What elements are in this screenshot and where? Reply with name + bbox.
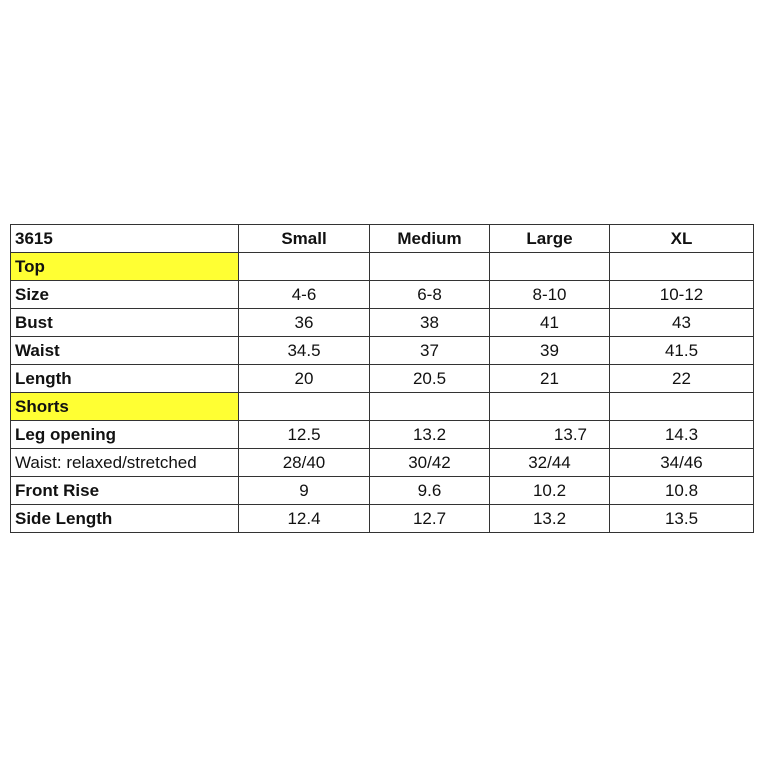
header-row [11, 225, 754, 253]
cell-value: 41 [490, 309, 610, 337]
cell-value: 43 [610, 309, 754, 337]
cell-value: 4-6 [239, 281, 370, 309]
cell-value: 9.6 [370, 477, 490, 505]
empty-cell [490, 393, 610, 421]
cell-value: 36 [239, 309, 370, 337]
empty-cell [610, 393, 754, 421]
cell-value: 13.2 [370, 421, 490, 449]
table-row [11, 365, 754, 393]
size-header-xl: XL [610, 225, 754, 253]
size-header-large: Large [490, 225, 610, 253]
cell-value: 22 [610, 365, 754, 393]
section-title-shorts: Shorts [11, 393, 239, 421]
cell-value: 8-10 [490, 281, 610, 309]
table-row [11, 421, 754, 449]
cell-value: 37 [370, 337, 490, 365]
empty-cell [490, 253, 610, 281]
section-row-top [11, 253, 754, 281]
cell-value: 10.8 [610, 477, 754, 505]
row-label: Waist [11, 337, 239, 365]
cell-value: 20.5 [370, 365, 490, 393]
row-label: Waist: relaxed/stretched [11, 449, 239, 477]
cell-value: 13.2 [490, 505, 610, 533]
section-title-top: Top [11, 253, 239, 281]
cell-value: 14.3 [610, 421, 754, 449]
table-row [11, 281, 754, 309]
style-code: 3615 [11, 225, 239, 253]
cell-value: 12.5 [239, 421, 370, 449]
row-label: Front Rise [11, 477, 239, 505]
row-label: Side Length [11, 505, 239, 533]
empty-cell [370, 253, 490, 281]
cell-value: 10-12 [610, 281, 754, 309]
row-label: Leg opening [11, 421, 239, 449]
size-chart-table [10, 224, 754, 533]
cell-value: 12.4 [239, 505, 370, 533]
cell-value: 20 [239, 365, 370, 393]
cell-value: 6-8 [370, 281, 490, 309]
row-label: Bust [11, 309, 239, 337]
table-row [11, 505, 754, 533]
size-header-medium: Medium [370, 225, 490, 253]
cell-value: 38 [370, 309, 490, 337]
cell-value: 10.2 [490, 477, 610, 505]
empty-cell [610, 253, 754, 281]
cell-value: 30/42 [370, 449, 490, 477]
empty-cell [239, 253, 370, 281]
cell-value: 28/40 [239, 449, 370, 477]
cell-value: 32/44 [490, 449, 610, 477]
empty-cell [370, 393, 490, 421]
cell-value: 39 [490, 337, 610, 365]
cell-value: 13.5 [610, 505, 754, 533]
cell-value: 34.5 [239, 337, 370, 365]
cell-value: 34/46 [610, 449, 754, 477]
table-row [11, 337, 754, 365]
cell-value: 12.7 [370, 505, 490, 533]
table-row [11, 477, 754, 505]
empty-cell [239, 393, 370, 421]
section-row-shorts [11, 393, 754, 421]
row-label: Size [11, 281, 239, 309]
cell-value: 41.5 [610, 337, 754, 365]
table-row [11, 309, 754, 337]
table-row [11, 449, 754, 477]
cell-value: 13.7 [490, 421, 610, 449]
size-header-small: Small [239, 225, 370, 253]
cell-value: 21 [490, 365, 610, 393]
row-label: Length [11, 365, 239, 393]
cell-value: 9 [239, 477, 370, 505]
